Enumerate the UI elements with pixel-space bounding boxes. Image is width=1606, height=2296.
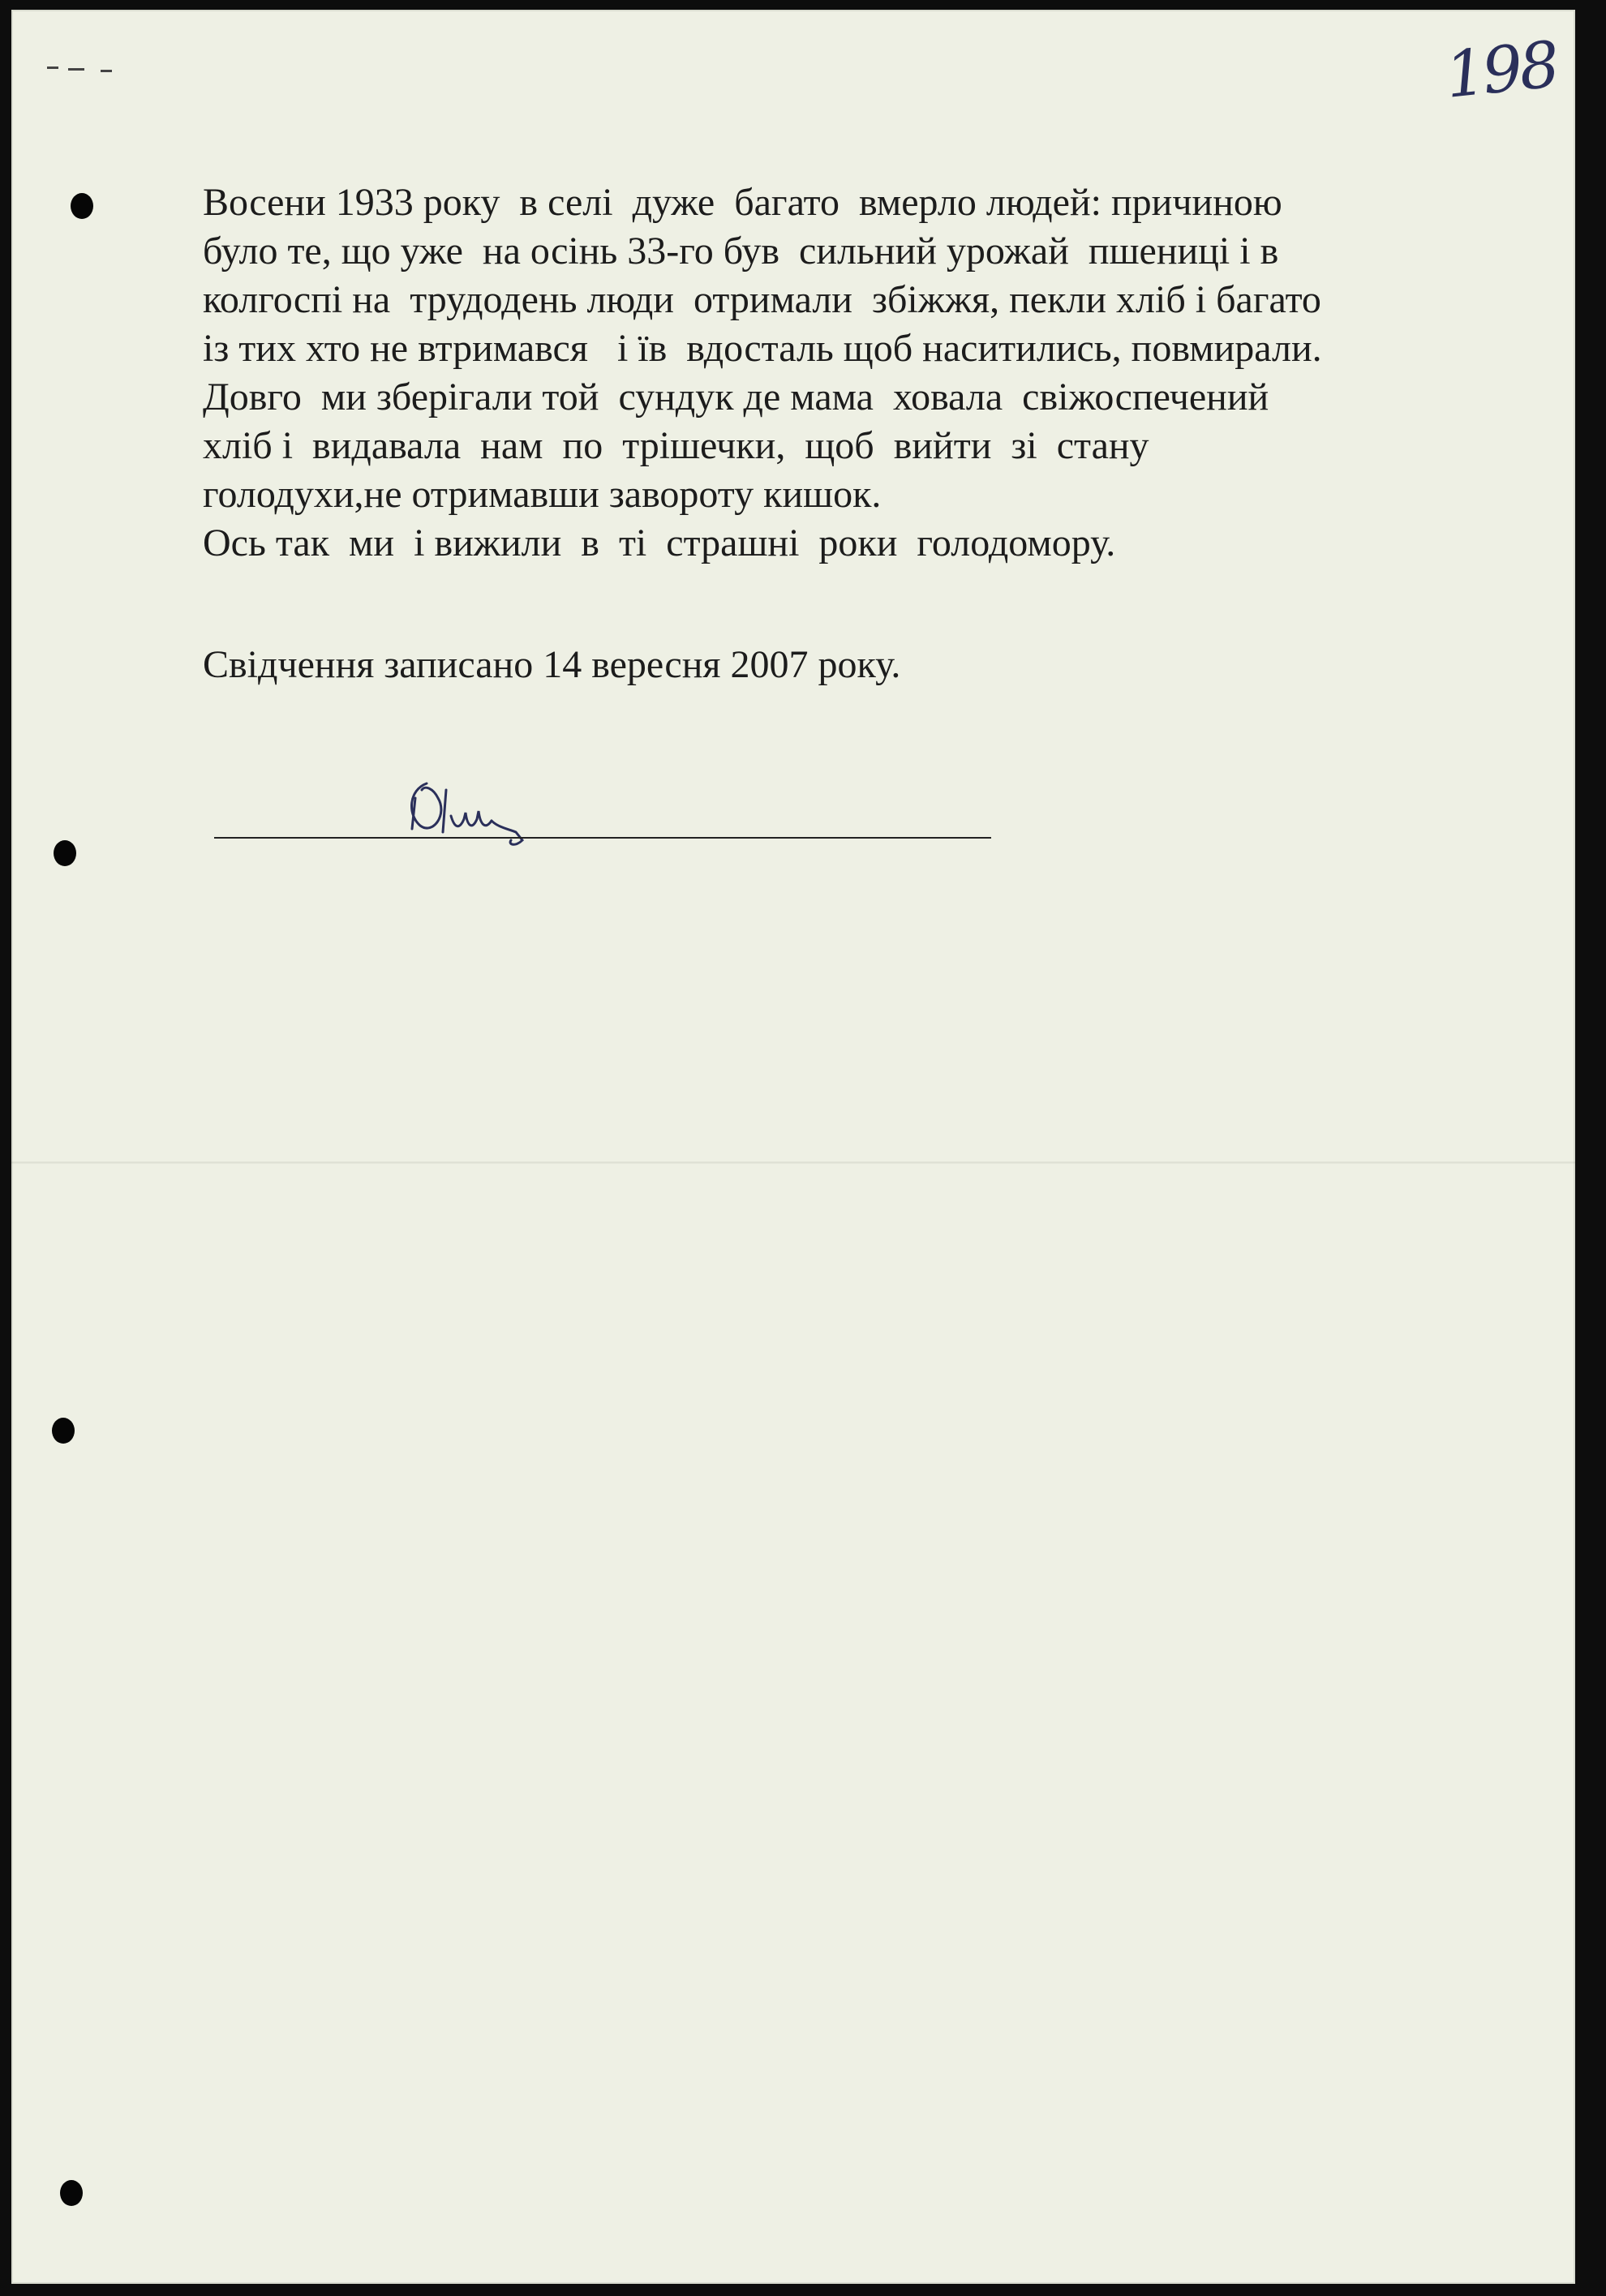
handwritten-signature [401,766,595,855]
punch-hole [60,2180,83,2206]
document-page [11,10,1575,2284]
testimony-text [203,178,1501,689]
punch-hole [54,840,76,866]
paragraph-line: із тих хто не втримався і їв вдосталь щоб наситились, повмирали. [203,327,1322,370]
scan-mark [68,68,84,71]
paragraph-line: голодухи,не отримавши завороту кишок. [203,473,882,516]
signature-line [214,837,991,839]
paragraph-line: Восени 1933 року в селі дуже багато вмерло людей: причиною [203,181,1282,224]
scan-mark [47,67,58,69]
record-date-note: Свідчення записано 14 вересня 2007 року. [203,643,901,686]
punch-hole [52,1418,75,1444]
paragraph-line: колгоспі на трудодень люди отримали збіжжя, пекли хліб і багато [203,278,1321,321]
scan-mark [101,70,112,72]
paragraph-line: було те, що уже на осінь 33-го був сильний урожай пшениці і в [203,230,1279,273]
paragraph-line: Довго ми зберігали той сундук де мама ховала свіжоспечений [203,376,1269,418]
signature-block [214,766,993,855]
punch-hole [71,193,93,219]
handwritten-page-number: 198 [1441,28,1561,113]
paragraph-gap [203,568,1501,641]
paragraph-line: хліб і видавала нам по трішечки, щоб вийти зі стану [203,424,1149,467]
paragraph-line: Ось так ми і вижили в ті страшні роки голодомору. [203,521,1116,564]
page-fold [11,1161,1575,1164]
